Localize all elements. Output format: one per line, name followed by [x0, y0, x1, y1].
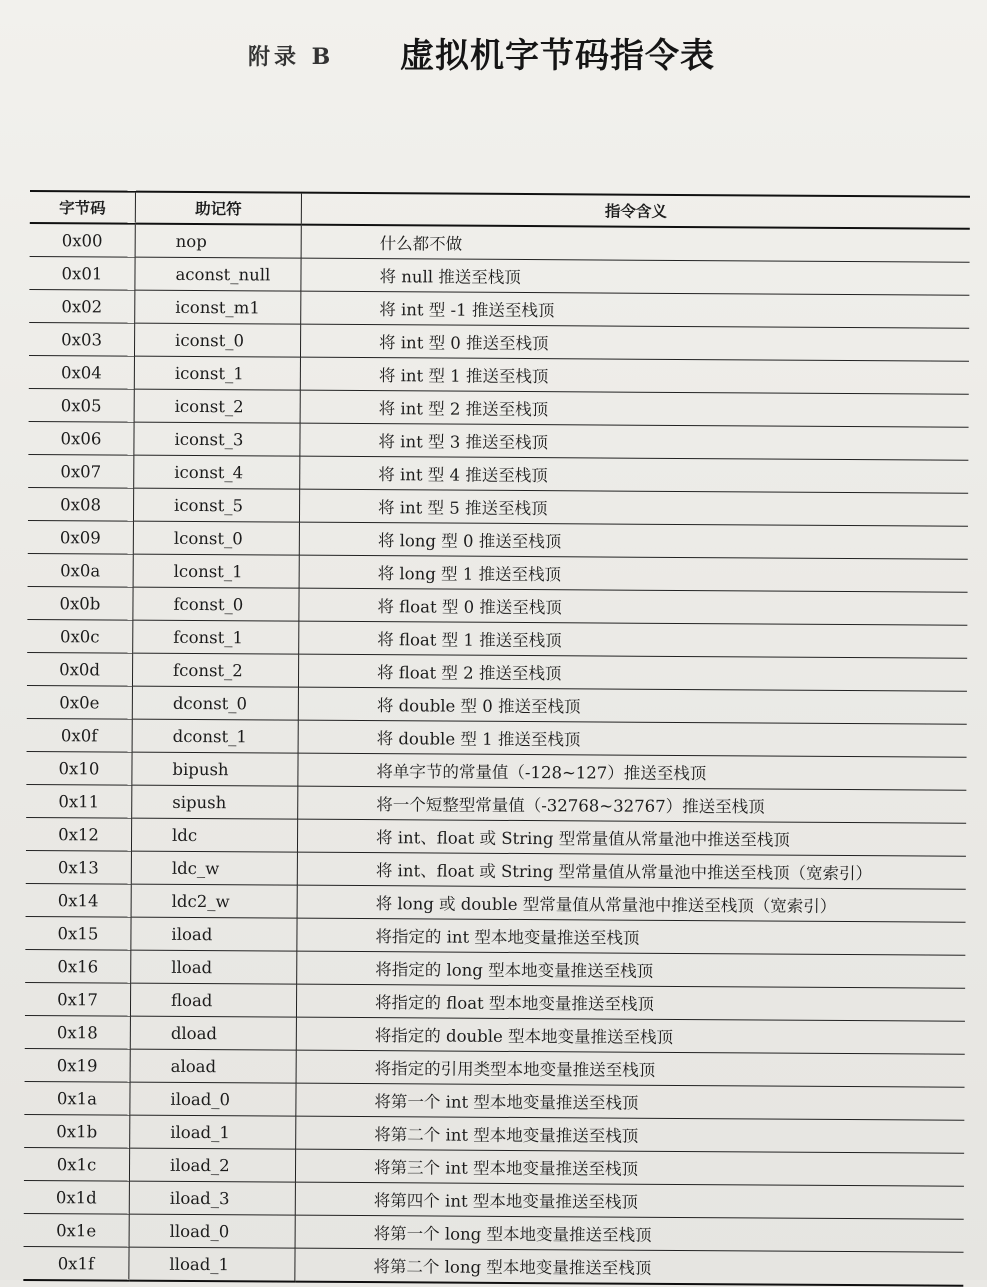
mnemonic-text: lload_0: [169, 1221, 230, 1241]
opcode-cell: 0x18: [25, 1015, 131, 1049]
mnemonic-text: fconst_0: [173, 594, 244, 614]
mnemonic-cell: [129, 1214, 295, 1248]
mnemonic-cell: [132, 653, 298, 687]
opcode-cell: 0x19: [25, 1048, 131, 1082]
meaning-cell: 将 long 或 double 型常量值从常量池中推送至栈顶（宽索引）: [297, 885, 966, 922]
mnemonic-cell: [134, 356, 300, 390]
opcode-cell: 0x06: [28, 421, 134, 455]
mnemonic-text: ldc2_w: [171, 891, 230, 911]
chapter-mark: 附录 B: [248, 44, 335, 70]
mnemonic-text: ldc: [172, 825, 198, 845]
meaning-cell: 将 int 型 5 推送至栈顶: [299, 489, 968, 526]
mnemonic-cell: [130, 1049, 296, 1083]
opcode-cell: 0x1a: [24, 1081, 130, 1115]
mnemonic-cell: [131, 851, 297, 885]
meaning-cell: 将第二个 long 型本地变量推送至栈顶: [295, 1248, 964, 1286]
mnemonic-cell: [133, 488, 299, 522]
meaning-cell: 将第四个 int 型本地变量推送至栈顶: [295, 1182, 964, 1219]
meaning-cell: 什么都不做: [301, 225, 970, 263]
mnemonic-text: iconst_5: [174, 495, 244, 515]
mnemonic-cell: [132, 752, 298, 786]
mnemonic-cell: [131, 950, 297, 984]
mnemonic-cell: [129, 1181, 295, 1215]
mnemonic-cell: [130, 1016, 296, 1050]
mnemonic-cell: [131, 884, 297, 918]
meaning-cell: 将指定的 long 型本地变量推送至栈顶: [297, 951, 966, 988]
opcode-cell: 0x0c: [27, 619, 133, 653]
mnemonic-text: dconst_0: [172, 693, 248, 713]
opcode-cell: 0x0b: [27, 586, 133, 620]
meaning-cell: 将 int 型 2 推送至栈顶: [300, 390, 969, 427]
opcode-cell: 0x14: [26, 883, 132, 917]
opcode-cell: 0x08: [28, 487, 134, 521]
mnemonic-cell: [132, 785, 298, 819]
mnemonic-cell: [133, 554, 299, 588]
mnemonic-text: dconst_1: [172, 726, 247, 746]
meaning-cell: 将 int 型 4 推送至栈顶: [300, 456, 969, 493]
table-row: [30, 223, 970, 262]
meaning-cell: 将 int 型 1 推送至栈顶: [300, 357, 969, 394]
mnemonic-text: iload_1: [170, 1122, 230, 1142]
meaning-cell: 将 int 型 0 推送至栈顶: [300, 324, 969, 361]
opcode-cell: 0x1d: [24, 1180, 130, 1214]
meaning-cell: 将 double 型 1 推送至栈顶: [298, 720, 967, 757]
opcode-cell: 0x15: [25, 916, 131, 950]
mnemonic-text: sipush: [172, 792, 227, 812]
opcode-cell: 0x1b: [24, 1114, 130, 1148]
header-meaning: 指令含义: [301, 193, 970, 229]
meaning-cell: 将一个短整型常量值（-32768~32767）推送至栈顶: [298, 786, 967, 823]
meaning-cell: 将第一个 int 型本地变量推送至栈顶: [296, 1083, 965, 1120]
mnemonic-text: aload: [170, 1056, 217, 1076]
mnemonic-cell: [132, 686, 298, 720]
opcode-cell: 0x07: [28, 454, 134, 488]
opcode-cell: 0x02: [29, 289, 135, 323]
meaning-cell: 将指定的 int 型本地变量推送至栈顶: [297, 918, 966, 955]
meaning-cell: 将 int、float 或 String 型常量值从常量池中推送至栈顶: [297, 819, 966, 856]
meaning-cell: 将 long 型 0 推送至栈顶: [299, 522, 968, 559]
opcode-cell: 0x10: [26, 751, 132, 785]
meaning-cell: 将 int、float 或 String 型常量值从常量池中推送至栈顶（宽索引）: [297, 852, 966, 889]
meaning-cell: 将 long 型 1 推送至栈顶: [299, 555, 968, 592]
meaning-cell: 将 float 型 2 推送至栈顶: [298, 654, 967, 691]
meaning-cell: 将指定的引用类型本地变量推送至栈顶: [296, 1050, 965, 1087]
title-row: [0, 22, 987, 82]
mnemonic-text: iconst_3: [174, 429, 244, 449]
opcode-cell: 0x1c: [24, 1147, 130, 1181]
mnemonic-cell: [129, 1148, 295, 1182]
opcode-cell: 0x0f: [27, 718, 133, 752]
mnemonic-cell: [134, 455, 300, 489]
meaning-cell: 将指定的 double 型本地变量推送至栈顶: [296, 1017, 965, 1054]
mnemonic-text: iconst_2: [174, 396, 244, 416]
meaning-cell: 将 float 型 1 推送至栈顶: [299, 621, 968, 658]
meaning-cell: 将指定的 float 型本地变量推送至栈顶: [296, 984, 965, 1021]
opcode-cell: 0x0a: [28, 553, 134, 587]
opcode-cell: 0x00: [30, 223, 136, 257]
mnemonic-cell: [132, 719, 298, 753]
opcode-cell: 0x11: [26, 784, 132, 818]
header-code: 字节码: [30, 191, 136, 224]
mnemonic-text: lload_1: [169, 1254, 230, 1274]
mnemonic-text: dload: [170, 1023, 218, 1043]
opcode-cell: 0x13: [26, 850, 132, 884]
opcode-cell: 0x03: [29, 322, 135, 356]
opcode-cell: 0x16: [25, 949, 131, 983]
mnemonic-text: nop: [175, 231, 207, 251]
mnemonic-text: iload_2: [169, 1155, 230, 1175]
mnemonic-cell: [135, 290, 301, 324]
opcode-cell: 0x09: [28, 520, 134, 554]
opcode-table: [23, 190, 970, 1287]
meaning-cell: 将 null 推送至栈顶: [301, 258, 970, 295]
mnemonic-text: iconst_4: [174, 462, 244, 482]
mnemonic-cell: [130, 1082, 296, 1116]
mnemonic-cell: [133, 521, 299, 555]
meaning-cell: 将第二个 int 型本地变量推送至栈顶: [296, 1116, 965, 1153]
opcode-cell: 0x1e: [24, 1213, 130, 1247]
header-mnemonic: 助记符: [135, 192, 301, 225]
mnemonic-text: ldc_w: [171, 858, 220, 878]
meaning-cell: 将 int 型 -1 推送至栈顶: [301, 291, 970, 328]
mnemonic-cell: [134, 323, 300, 357]
mnemonic-text: lload: [171, 957, 213, 977]
meaning-cell: 将单字节的常量值（-128~127）推送至栈顶: [298, 753, 967, 790]
mnemonic-cell: [133, 587, 299, 621]
opcode-cell: 0x0e: [27, 685, 133, 719]
mnemonic-text: aconst_null: [175, 264, 271, 284]
mnemonic-cell: [131, 818, 297, 852]
mnemonic-cell: [135, 224, 301, 259]
mnemonic-text: fconst_2: [173, 660, 243, 680]
mnemonic-text: fload: [170, 990, 213, 1010]
mnemonic-cell: [130, 1115, 296, 1149]
opcode-cell: 0x0d: [27, 652, 133, 686]
opcode-cell: 0x04: [29, 355, 135, 389]
opcode-cell: 0x01: [29, 256, 135, 290]
mnemonic-cell: [131, 917, 297, 951]
mnemonic-text: fconst_1: [173, 627, 244, 647]
mnemonic-text: iconst_1: [174, 363, 244, 383]
meaning-cell: 将第三个 int 型本地变量推送至栈顶: [295, 1149, 964, 1186]
mnemonic-text: bipush: [172, 759, 229, 779]
mnemonic-cell: [135, 257, 301, 291]
meaning-cell: 将 int 型 3 推送至栈顶: [300, 423, 969, 460]
table-body: [23, 223, 969, 1286]
mnemonic-text: lconst_1: [173, 561, 243, 581]
page-title: 虚拟机字节码指令表: [400, 36, 715, 76]
mnemonic-cell: [133, 620, 299, 654]
mnemonic-cell: [134, 389, 300, 423]
opcode-cell: 0x05: [29, 388, 135, 422]
opcode-cell: 0x17: [25, 982, 131, 1016]
meaning-cell: 将 float 型 0 推送至栈顶: [299, 588, 968, 625]
mnemonic-cell: [134, 422, 300, 456]
mnemonic-text: iconst_m1: [175, 297, 260, 317]
mnemonic-text: iload_0: [170, 1089, 231, 1109]
mnemonic-text: lconst_0: [173, 528, 243, 548]
opcode-cell: 0x12: [26, 817, 132, 851]
meaning-cell: 将 double 型 0 推送至栈顶: [298, 687, 967, 724]
meaning-cell: 将第一个 long 型本地变量推送至栈顶: [295, 1215, 964, 1252]
mnemonic-text: iload_3: [169, 1188, 230, 1208]
mnemonic-text: iload: [171, 924, 213, 944]
mnemonic-cell: [129, 1247, 295, 1282]
mnemonic-text: iconst_0: [175, 330, 245, 350]
mnemonic-cell: [130, 983, 296, 1017]
opcode-cell: 0x1f: [23, 1246, 129, 1280]
